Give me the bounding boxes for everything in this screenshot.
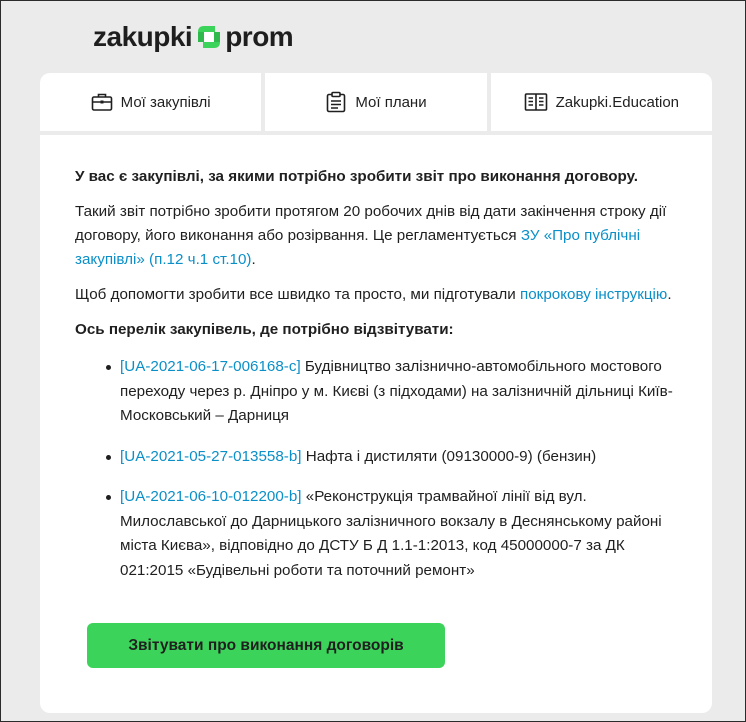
report-deadline-text: Такий звіт потрібно зробити протягом 20 робочих днів від дати закінчення строку дії договору, його виконання або розірвання. Це регламентується bbox=[75, 203, 667, 244]
procurement-id-link[interactable]: [UA-2021-05-27-013558-b] bbox=[120, 447, 302, 465]
nav-zakupki-education-label: Zakupki.Education bbox=[555, 93, 680, 111]
list-item bbox=[120, 445, 678, 470]
law-link[interactable]: ЗУ «Про публічні закупівлі» (п.12 ч.1 ст.10) bbox=[75, 227, 641, 268]
nav-my-procurements-label: Мої закупівлі bbox=[120, 93, 211, 111]
procurement-id-link[interactable]: [UA-2021-06-17-006168-c] bbox=[120, 358, 301, 375]
procurement-list bbox=[75, 355, 678, 583]
procurement-id-link[interactable]: [UA-2021-06-10-012200-b] bbox=[120, 488, 302, 505]
message-card bbox=[40, 135, 712, 713]
nav-my-procurements[interactable] bbox=[40, 73, 261, 131]
brand-logo-text-part2: prom bbox=[225, 21, 294, 52]
procurement-description: Будівництво залізнично-автомобільного мостового переходу через р. Дніпро у м. Києві (з підходами) на залізничній дільниці Київ-Московський – Дарниця bbox=[120, 358, 673, 424]
procurement-description: «Реконструкція трамвайної лінії від вул. Милославської до Дарницького залізничного вокзалу в Деснянському районі міста Києва», відповідно до ДСТУ Б Д 1.1-1:2013, код 45000000-7 за ДК 021:2015 «Будівельні роботи та поточний ремонт» bbox=[120, 488, 662, 579]
instruction-link[interactable]: покрокову інструкцію bbox=[520, 286, 668, 303]
list-item bbox=[120, 355, 678, 429]
nav-my-plans-label: Мої плани bbox=[355, 93, 427, 111]
briefcase-icon bbox=[91, 92, 113, 112]
instruction-paragraph bbox=[75, 283, 678, 307]
procurement-description: Нафта і дистиляти (09130000-9) (бензин) bbox=[301, 447, 597, 465]
report-contracts-button[interactable]: Звітувати про виконання договорів bbox=[87, 623, 445, 668]
top-nav bbox=[40, 73, 712, 131]
book-icon bbox=[524, 92, 548, 112]
procurement-list-title: Ось перелік закупівель, де потрібно відзвітувати: bbox=[75, 321, 454, 338]
clipboard-icon bbox=[325, 91, 347, 113]
brand-logo[interactable] bbox=[93, 19, 293, 55]
instruction-end: . bbox=[667, 286, 672, 303]
message-headline: У вас є закупівлі, за якими потрібно зробити звіт про виконання договору. bbox=[75, 168, 638, 185]
brand-logo-text-part1: zakupki bbox=[93, 21, 193, 52]
report-deadline-end: . bbox=[251, 251, 256, 268]
nav-my-plans[interactable] bbox=[265, 73, 486, 131]
list-item bbox=[120, 485, 678, 583]
instruction-text: Щоб допомогти зробити все швидко та просто, ми підготували bbox=[75, 286, 520, 303]
report-deadline-paragraph bbox=[75, 200, 678, 272]
brand-logo-icon bbox=[195, 23, 223, 51]
nav-zakupki-education[interactable] bbox=[491, 73, 712, 131]
